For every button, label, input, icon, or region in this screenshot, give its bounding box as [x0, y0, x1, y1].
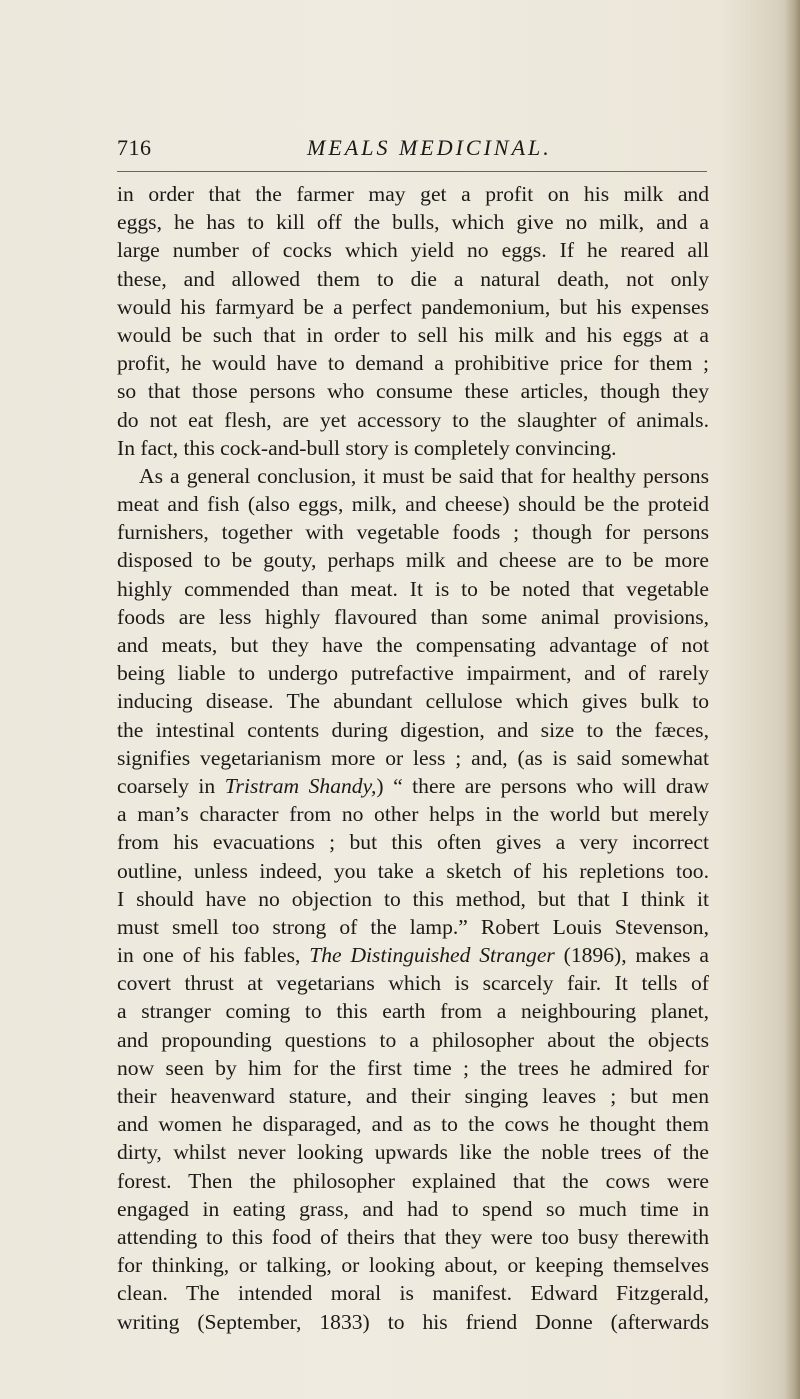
text-line: signifies vegetarianism more or less ; and, (as is said somewhat [117, 745, 709, 770]
text-line: now seen by him for the first time ; the trees he admired for [117, 1055, 709, 1080]
text-line: I should have no objection to this method, but that I think it [117, 886, 709, 911]
text-line: engaged in eating grass, and had to spend so much time in [117, 1196, 709, 1221]
text-line-with-title [117, 772, 709, 800]
page-header [117, 135, 707, 171]
text-fragment: ) “ there are persons who will draw [376, 773, 710, 798]
text-line: would his farmyard be a perfect pandemonium, but his expenses [117, 294, 709, 319]
text-line: large number of cocks which yield no eggs. If he reared all [117, 238, 709, 263]
text-line: do not eat flesh, are yet accessory to the slaughter of animals. [117, 407, 709, 432]
text-line: attending to this food of theirs that they were too busy therewith [117, 1224, 709, 1249]
text-line: disposed to be gouty, perhaps milk and cheese are to be more [117, 548, 709, 573]
text-line: In fact, this cock-and-bull story is completely convincing. [117, 435, 617, 460]
text-fragment: coarsely in [117, 773, 225, 798]
text-line: the intestinal contents during digestion, and size to the fæces, [117, 717, 709, 742]
text-line: for thinking, or talking, or looking about, or keeping themselves [117, 1253, 709, 1278]
text-line: being liable to undergo putrefactive impairment, and of rarely [117, 661, 709, 686]
text-line: foods are less highly flavoured than some animal provisions, [117, 604, 709, 629]
text-line: profit, he would have to demand a prohibitive price for them ; [117, 351, 709, 376]
text-line: covert thrust at vegetarians which is scarcely fair. It tells of [117, 971, 709, 996]
text-line-with-title [117, 941, 709, 969]
text-line: forest. Then the philosopher explained that the cows were [117, 1168, 709, 1193]
text-line: furnishers, together with vegetable foods ; though for persons [117, 520, 709, 545]
body-text [117, 180, 709, 1336]
header-rule [117, 171, 707, 172]
text-line: so that those persons who consume these articles, though they [117, 379, 709, 404]
book-title-distinguished-stranger: The Distinguished Stranger [309, 943, 555, 968]
text-line: inducing disease. The abundant cellulose which gives bulk to [117, 689, 709, 714]
text-line: meat and fish (also eggs, milk, and cheese) should be the proteid [117, 492, 709, 517]
text-line: these, and allowed them to die a natural death, not only [117, 266, 709, 291]
text-line: and propounding questions to a philosopher about the objects [117, 1027, 709, 1052]
text-line: outline, unless indeed, you take a sketch of his repletions too. [117, 858, 709, 883]
text-line: writing (September, 1833) to his friend Donne (afterwards [117, 1309, 709, 1334]
page-edge-shadow [784, 0, 800, 1399]
text-line: As a general conclusion, it must be said that for healthy persons [139, 463, 709, 488]
text-line: a stranger coming to this earth from a neighbouring planet, [117, 999, 709, 1024]
text-fragment: in one of his fables, [117, 943, 310, 968]
text-line: from his evacuations ; but this often gives a very incorrect [117, 830, 709, 855]
text-line: and women he disparaged, and as to the cows he thought them [117, 1112, 709, 1137]
book-title-tristram-shandy: Tristram Shandy, [224, 773, 377, 798]
text-line: highly commended than meat. It is to be noted that vegetable [117, 576, 709, 601]
text-line: a man’s character from no other helps in the world but merely [117, 802, 709, 827]
text-line: clean. The intended moral is manifest. Edward Fitzgerald, [117, 1281, 709, 1306]
text-line: would be such that in order to sell his milk and his eggs at a [117, 322, 709, 347]
running-head: MEALS MEDICINAL. [307, 135, 552, 160]
text-line: eggs, he has to kill off the bulls, which give no milk, and a [117, 210, 709, 235]
text-line: dirty, whilst never looking upwards like the noble trees of the [117, 1140, 709, 1165]
text-fragment: (1896), makes a [554, 943, 709, 968]
text-line: must smell too strong of the lamp.” Robert Louis Stevenson, [117, 914, 709, 939]
text-line: in order that the farmer may get a profit on his milk and [117, 182, 709, 206]
text-line: their heavenward stature, and their singing leaves ; but men [117, 1084, 709, 1108]
page-number: 716 [117, 135, 152, 160]
text-line: and meats, but they have the compensating advantage of not [117, 633, 709, 657]
